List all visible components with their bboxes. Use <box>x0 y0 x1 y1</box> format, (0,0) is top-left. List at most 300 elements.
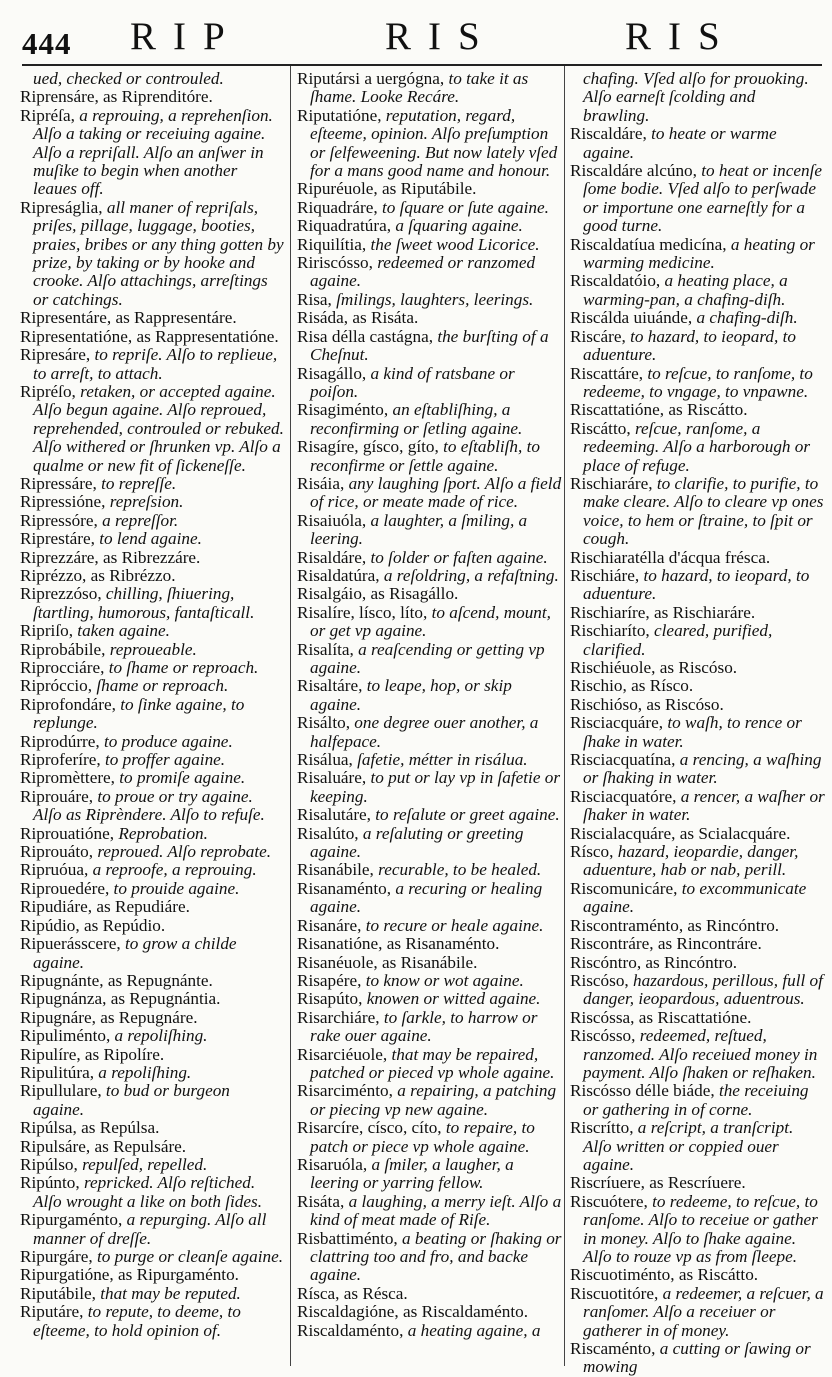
entry-definition: redeemed, reſtued, ranzomed. Alſo receiued money in payment. Alſo ſhaken or reſhaken. <box>583 1026 818 1082</box>
entry-definition: a repairing, a patching or piecing vp new againe. <box>310 1081 557 1119</box>
entry-headword: Riscríuere, as Rescríuere. <box>570 1173 746 1193</box>
dictionary-entry <box>20 567 285 585</box>
dictionary-entry <box>20 935 285 972</box>
entry-definition: retaken, or accepted againe. Alſo begun againe. Alſo reproued, reprehended, controuled or rebuked. Alſo withered or ſhrunken vp. Alſo a qualme or new fit of ſickeneſſe. <box>33 381 284 475</box>
entry-definition: a reprouing, a reprehenſion. Alſo a taking or receiuing againe. Alſo a repriſall. Alſo an anſwer in muſike to begin when another leaues off. <box>33 105 273 199</box>
dictionary-entry <box>20 622 285 640</box>
entry-headword: Ripurgáre, <box>20 1247 93 1266</box>
entry-headword: Riprodúrre, <box>20 731 100 751</box>
running-head-left: RIP <box>130 15 242 58</box>
entry-definition: to aſcend, mount, or get vp againe. <box>310 602 551 641</box>
dictionary-entry <box>570 365 825 402</box>
entry-headword: Ripruóua, <box>20 860 89 880</box>
dictionary-entry <box>297 954 562 972</box>
dictionary-entry <box>20 843 285 861</box>
entry-headword: Riscaldatóio, <box>570 271 661 291</box>
dictionary-entry <box>297 1009 562 1046</box>
dictionary-entry <box>297 401 562 438</box>
dictionary-entry <box>570 1009 825 1027</box>
entry-headword: Rischiaratélla d'ácqua frésca. <box>570 547 771 567</box>
dictionary-entry <box>297 1230 562 1285</box>
dictionary-entry <box>20 751 285 769</box>
entry-headword: Riquadráre, <box>297 197 378 217</box>
entry-headword: Risaluáre, <box>297 768 367 788</box>
entry-headword: Risálto, <box>297 713 350 733</box>
dictionary-entry <box>20 788 285 825</box>
dictionary-entry <box>297 328 562 365</box>
entry-definition: all maner of repriſals, priſes, pillage, luggage, booties, praies, bribes or any thing gotten by prize, by taking or by hooke and crooke. Alſo attachings, arreſtings or catchings. <box>33 197 284 309</box>
dictionary-entry <box>570 70 825 125</box>
dictionary-entry <box>297 107 562 181</box>
dictionary-entry <box>570 401 825 419</box>
entry-headword: Riscaldagióne, as Riscaldaménto. <box>297 1302 529 1322</box>
entry-headword: Riscóntro, as Rincóntro. <box>570 952 738 972</box>
dictionary-entry <box>570 696 825 714</box>
dictionary-entry <box>297 70 562 107</box>
column-divider <box>564 66 565 1366</box>
dictionary-entry <box>297 972 562 990</box>
dictionary-entry <box>20 1064 285 1082</box>
dictionary-entry <box>570 1266 825 1284</box>
entry-headword: Riscontraménto, as Rincóntro. <box>570 915 780 935</box>
dictionary-entry <box>570 788 825 825</box>
dictionary-entry <box>570 1193 825 1267</box>
dictionary-entry <box>297 549 562 567</box>
entry-headword: Riscattatióne, as Riscátto. <box>570 400 748 420</box>
entry-headword: Riputársi a uergógna, <box>297 69 445 88</box>
entry-headword: Ripuréuole, as Riputábile. <box>297 179 477 199</box>
entry-headword: Rischiaríto, <box>570 621 650 641</box>
entry-definition: to promiſe againe. <box>119 768 246 788</box>
entry-definition: repreſsion. <box>109 492 184 512</box>
dictionary-entry <box>20 1119 285 1137</box>
entry-headword: Rischióso, as Riscóso. <box>570 694 724 714</box>
entry-definition: a heating place, a warming-pan, a chafing-diſh. <box>583 271 788 309</box>
entry-definition: to repute, to deeme, to eſteeme, to hold opinion of. <box>33 1302 241 1340</box>
entry-headword: Rischiáre, <box>570 565 640 585</box>
running-header <box>0 0 832 70</box>
entry-headword: Riscontráre, as Rincontráre. <box>570 934 762 954</box>
entry-headword: Riputábile, <box>20 1283 96 1303</box>
entry-definition: to reſcue, to ranſome, to redeeme, to vngage, to vnpawne. <box>583 363 813 401</box>
entry-headword: Risa, <box>297 289 332 309</box>
column-2 <box>297 70 562 1365</box>
entry-headword: Risciacquatóre, <box>570 786 677 806</box>
entry-headword: Ripugnánza, as Repugnántia. <box>20 989 221 1009</box>
entry-headword: Risálua, <box>297 750 353 770</box>
dictionary-entry <box>570 162 825 236</box>
dictionary-entry <box>570 825 825 843</box>
dictionary-entry <box>297 825 562 862</box>
entry-definition: to repreſſe. <box>101 473 177 493</box>
entry-headword: Risanáre, <box>297 915 362 935</box>
entry-headword: Rischiaráre, <box>570 473 653 493</box>
entry-definition: to know or wot againe. <box>365 970 524 990</box>
dictionary-entry <box>297 365 562 402</box>
entry-headword: Riscaldaménto, <box>297 1320 404 1340</box>
entry-headword: Riprezzóso, <box>20 584 102 604</box>
entry-definition: to ſinke againe, to replunge. <box>33 694 245 733</box>
entry-headword: Riscuotiménto, as Riscátto. <box>570 1265 759 1285</box>
entry-headword: Riprézzo, as Ribrézzo. <box>20 565 176 585</box>
dictionary-entry <box>570 549 825 567</box>
dictionary-entry <box>20 1266 285 1284</box>
dictionary-entry <box>20 107 285 199</box>
entry-headword: Risalgáio, as Risagállo. <box>297 584 459 604</box>
dictionary-entry <box>570 1340 825 1377</box>
entry-headword: Ripuerásscere, <box>20 934 121 954</box>
dictionary-entry <box>570 309 825 327</box>
entry-headword: Risáta, <box>297 1191 345 1211</box>
entry-definition: a ſquaring againe. <box>395 216 523 236</box>
dictionary-entry <box>20 825 285 843</box>
dictionary-entry <box>20 1156 285 1174</box>
dictionary-entry <box>297 677 562 714</box>
entry-headword: Ripresentáre, as Rappresentáre. <box>20 308 237 328</box>
dictionary-entry <box>297 1082 562 1119</box>
dictionary-entry <box>297 309 562 327</box>
dictionary-entry <box>20 696 285 733</box>
entry-definition: one degree ouer another, a halfepace. <box>310 713 539 751</box>
dictionary-entry <box>570 475 825 549</box>
entry-headword: Risagállo, <box>297 363 367 383</box>
entry-headword: Ripréſa, <box>20 105 75 125</box>
dictionary-entry <box>570 1082 825 1119</box>
entry-headword: Risalúto, <box>297 823 359 843</box>
entry-headword: Risaiuóla, <box>297 510 367 530</box>
entry-definition: that may be reputed. <box>100 1283 241 1303</box>
entry-headword: Risanatióne, as Risanaménto. <box>297 934 500 954</box>
dictionary-entry <box>20 328 285 346</box>
dictionary-entry <box>297 254 562 291</box>
entry-headword: Risaltáre, <box>297 676 363 696</box>
entry-definition: ſmilings, laughters, leerings. <box>336 289 534 309</box>
page-number: 444 <box>22 26 72 61</box>
entry-headword: Risagiménto, <box>297 400 389 420</box>
dictionary-entry <box>297 806 562 824</box>
entry-definition: knowen or witted againe. <box>366 989 541 1009</box>
dictionary-entry <box>570 328 825 365</box>
entry-definition: to take it as ſhame. Looke Recáre. <box>310 69 529 107</box>
entry-headword: Riprestáre, <box>20 529 95 549</box>
entry-definition: to reſalute or greet againe. <box>375 805 560 825</box>
dictionary-entry <box>20 549 285 567</box>
dictionary-entry <box>570 1119 825 1174</box>
dictionary-entry <box>570 567 825 604</box>
entry-definition: to ſarkle, to harrow or rake ouer againe. <box>310 1007 538 1046</box>
entry-headword: Ripressáre, <box>20 473 97 493</box>
dictionary-entry <box>297 861 562 879</box>
entry-headword: Risagíre, gísco, gíto, <box>297 437 439 457</box>
dictionary-entry <box>20 383 285 475</box>
dictionary-entry <box>570 1285 825 1340</box>
entry-headword: Ripudiáre, as Repudiáre. <box>20 897 190 917</box>
entry-definition: a reſcript, a tranſcript. Alſo written or coppied ouer againe. <box>583 1118 794 1174</box>
entry-headword: Ripriſo, <box>20 621 73 641</box>
entry-headword: Risanábile, <box>297 860 374 880</box>
dictionary-entry <box>570 880 825 917</box>
entry-definition: a heating againe, a <box>407 1320 541 1340</box>
entry-headword: Riscaldatíua medicína, <box>570 234 727 254</box>
entry-definition: a repurging. Alſo all manner of dreſſe. <box>33 1210 267 1248</box>
entry-definition: chafing. Vſed alſo for prouoking. Alſo earneſt ſcolding and brawling. <box>583 69 809 125</box>
entry-headword: Ripulsáre, as Repulsáre. <box>20 1136 187 1156</box>
dictionary-entry <box>570 272 825 309</box>
dictionary-entry <box>570 714 825 751</box>
entry-definition: a cutting or ſawing or mowing <box>583 1339 811 1377</box>
entry-headword: Ripugnánte, as Repugnánte. <box>20 970 213 990</box>
entry-definition: to ſquare or ſute againe. <box>381 197 549 217</box>
entry-headword: Riscaldáre alcúno, <box>570 161 697 181</box>
entry-definition: any laughing ſport. Alſo a field of rice, or meate made of rice. <box>310 473 562 512</box>
entry-definition: Reprobation. <box>118 823 208 843</box>
dictionary-entry <box>570 1027 825 1082</box>
dictionary-entry <box>297 990 562 1008</box>
dictionary-entry <box>570 751 825 788</box>
entry-headword: Ririscósso, <box>297 253 373 273</box>
entry-headword: Riscósso délle biáde, <box>570 1081 715 1101</box>
entry-headword: Rischiaríre, as Rischiaráre. <box>570 602 756 622</box>
entry-definition: a reſoldring, a refaſtning. <box>383 565 559 585</box>
entry-definition: reſcue, ranſome, a redeeming. Alſo a harborough or place of refuge. <box>583 418 811 475</box>
dictionary-entry <box>570 954 825 972</box>
dictionary-entry <box>20 1138 285 1156</box>
entry-definition: the ſweet wood Licorice. <box>370 234 540 254</box>
entry-definition: the receiuing or gathering in of corne. <box>583 1081 809 1119</box>
dictionary-entry <box>570 677 825 695</box>
entry-definition: to prouide againe. <box>113 878 240 898</box>
entry-headword: Riprezzáre, as Ribrezzáre. <box>20 547 201 567</box>
entry-definition: a kind of ratsbane or poiſon. <box>310 363 515 401</box>
dictionary-entry <box>20 585 285 622</box>
dictionary-entry <box>20 898 285 916</box>
entry-definition: that may be repaired, patched or pieced vp whole againe. <box>310 1044 555 1082</box>
entry-headword: Ripurgatióne, as Ripurgaménto. <box>20 1265 239 1285</box>
entry-headword: Riputatióne, <box>297 105 382 125</box>
entry-headword: Risapére, <box>297 970 362 990</box>
entry-definition: to put or lay vp in ſafetie or keeping. <box>310 768 561 806</box>
entry-definition: reproueable. <box>109 639 197 659</box>
dictionary-entry <box>570 917 825 935</box>
entry-definition: a rencing, a waſhing or ſhaking in water. <box>583 750 822 788</box>
dictionary-entry <box>297 769 562 806</box>
dictionary-entry <box>297 1156 562 1193</box>
entry-definition: a repreſſor. <box>102 510 179 530</box>
entry-definition: hazardous, perillous, full of danger, ieopardous, aduentrous. <box>583 970 823 1009</box>
dictionary-entry <box>297 1119 562 1156</box>
entry-headword: Riprouedére, <box>20 878 110 898</box>
dictionary-entry <box>297 751 562 769</box>
entry-headword: Riproferíre, <box>20 750 101 770</box>
entry-headword: Risciacquáre, <box>570 713 664 733</box>
entry-definition: to eſtabliſh, to reconfirme or ſettle againe. <box>310 437 540 475</box>
dictionary-entry <box>20 861 285 879</box>
entry-definition: a laughing, a merry ieſt. Alſo a kind of meat made of Riſe. <box>310 1191 562 1230</box>
entry-headword: Risaldáre, <box>297 547 367 567</box>
entry-definition: to recure or heale againe. <box>365 915 544 935</box>
dictionary-entry <box>297 512 562 549</box>
entry-headword: Ripúdio, as Repúdio. <box>20 915 166 935</box>
entry-headword: Riscóssa, as Riscattatióne. <box>570 1007 752 1027</box>
entry-headword: Riscáre, <box>570 326 626 346</box>
entry-headword: Ripulíre, as Ripolíre. <box>20 1044 165 1064</box>
dictionary-entry <box>297 1322 562 1340</box>
dictionary-entry <box>20 990 285 1008</box>
dictionary-entry <box>297 1046 562 1083</box>
entry-headword: Riscálda uiuánde, <box>570 308 693 328</box>
dictionary-entry <box>20 1174 285 1211</box>
dictionary-entry <box>20 1046 285 1064</box>
dictionary-entry <box>570 125 825 162</box>
entry-headword: Rísca, as Résca. <box>297 1283 408 1303</box>
dictionary-entry <box>20 493 285 511</box>
dictionary-entry <box>297 1193 562 1230</box>
entry-headword: Risapúto, <box>297 989 363 1009</box>
entry-definition: ſafetie, métter in risálua. <box>357 750 528 770</box>
entry-headword: Riscuótere, <box>570 1191 648 1211</box>
dictionary-entry <box>297 567 562 585</box>
entry-definition: to excommunicate againe. <box>583 878 807 917</box>
entry-headword: Risalíre, lísco, líto, <box>297 602 428 622</box>
entry-definition: to heate or warme againe. <box>583 124 777 162</box>
column-divider <box>290 66 291 1366</box>
dictionary-entry <box>20 530 285 548</box>
entry-headword: Ripúlso, <box>20 1154 78 1174</box>
dictionary-entry <box>20 88 285 106</box>
dictionary-entry <box>297 180 562 198</box>
entry-headword: Ripréſo, <box>20 381 76 401</box>
dictionary-entry <box>297 291 562 309</box>
entry-definition: to clarifie, to purifie, to make cleare. Alſo to cleare vp ones voice, to hem or ſtraine, to ſpit or cough. <box>583 473 824 549</box>
running-head-center: RIS <box>385 15 497 58</box>
entry-definition: taken againe. <box>77 621 170 641</box>
entry-headword: Ripurgaménto, <box>20 1210 123 1230</box>
entry-headword: Risa délla castágna, <box>297 326 434 346</box>
entry-headword: Risarchiáre, <box>297 1007 380 1027</box>
header-rule <box>22 64 822 66</box>
dictionary-entry <box>297 217 562 235</box>
entry-headword: Ripressióne, <box>20 492 106 512</box>
dictionary-entry <box>20 659 285 677</box>
dictionary-entry <box>20 917 285 935</box>
entry-headword: Riscátto, <box>570 418 631 438</box>
entry-headword: Riscósso, <box>570 1026 636 1046</box>
dictionary-entry <box>570 1174 825 1192</box>
entry-headword: Ripúlsa, as Repúlsa. <box>20 1118 160 1138</box>
dictionary-entry <box>20 641 285 659</box>
entry-headword: Ripugnáre, as Repugnáre. <box>20 1007 198 1027</box>
entry-headword: Riscrítto, <box>570 1118 634 1138</box>
entry-definition: a recuring or healing againe. <box>310 878 543 917</box>
entry-headword: Risbattiménto, <box>297 1228 398 1248</box>
entry-headword: Ripreságlia, <box>20 197 103 217</box>
entry-definition: to proffer againe. <box>104 750 226 770</box>
entry-definition: ſhame or reproach. <box>96 676 229 696</box>
dictionary-entry <box>297 714 562 751</box>
entry-definition: to bud or burgeon againe. <box>33 1081 230 1119</box>
entry-headword: Risalutáre, <box>297 805 371 825</box>
entry-headword: Risarciéuole, <box>297 1044 388 1064</box>
dictionary-entry <box>20 972 285 990</box>
dictionary-entry <box>20 1285 285 1303</box>
entry-headword: Riscuotitóre, <box>570 1283 659 1303</box>
entry-definition: a laughter, a ſmiling, a leering. <box>310 510 528 549</box>
entry-definition: a repoliſhing. <box>114 1026 208 1046</box>
entry-definition: chilling, ſhiuering, ſtartling, humorous, fantaſticall. <box>33 584 255 622</box>
column-1 <box>20 70 285 1365</box>
dictionary-entry <box>297 641 562 678</box>
entry-headword: Riprouáto, <box>20 842 94 862</box>
entry-headword: Riquilítia, <box>297 234 367 254</box>
dictionary-entry <box>20 880 285 898</box>
column-3 <box>570 69 825 1377</box>
entry-definition: redeemed or ranzomed againe. <box>310 253 536 291</box>
entry-definition: cleared, purified, clarified. <box>583 621 773 659</box>
dictionary-entry <box>297 1303 562 1321</box>
entry-definition: a reaſcending or getting vp againe. <box>310 639 545 677</box>
entry-headword: Risanaménto, <box>297 878 392 898</box>
entry-definition: to hazard, to ieopard, to aduenture. <box>583 565 810 604</box>
entry-definition: to leape, hop, or skip againe. <box>310 676 512 714</box>
dictionary-entry <box>20 677 285 695</box>
entry-headword: Riscóso, <box>570 970 629 990</box>
entry-headword: Ripróccio, <box>20 676 93 696</box>
dictionary-entry <box>570 935 825 953</box>
dictionary-entry <box>297 917 562 935</box>
entry-definition: to heat or incenſe ſome bodie. Vſed alſo to perſwade or importune one earneſtly for a good turne. <box>583 161 823 236</box>
dictionary-entry <box>20 1027 285 1045</box>
entry-headword: Ripullulare, <box>20 1081 102 1101</box>
dictionary-entry <box>570 659 825 677</box>
entry-definition: a heating or warming medicine. <box>583 234 815 273</box>
entry-headword: Risalíta, <box>297 639 354 659</box>
entry-definition: reputation, regard, eſteeme, opinion. Alſo preſumption or ſelfeweening. But now lately vſed for a mans good name and honour. <box>310 105 558 181</box>
entry-headword: Riprocciáre, <box>20 658 105 677</box>
dictionary-entry <box>20 1009 285 1027</box>
dictionary-entry <box>570 604 825 622</box>
entry-headword: Riprouáre, <box>20 786 94 806</box>
dictionary-entry <box>297 475 562 512</box>
entry-definition: to lend againe. <box>99 529 202 549</box>
dictionary-entry <box>570 420 825 475</box>
entry-headword: Ripromèttere, <box>20 768 115 788</box>
entry-definition: a repoliſhing. <box>98 1062 192 1082</box>
entry-headword: Ripresáre, <box>20 345 91 365</box>
dictionary-entry <box>20 733 285 751</box>
entry-headword: Rischio, as Rísco. <box>570 676 694 696</box>
entry-headword: Riprensáre, as Riprenditóre. <box>20 87 213 107</box>
entry-headword: Risanéuole, as Risanábile. <box>297 952 478 972</box>
entry-headword: Riprouatióne, <box>20 823 115 843</box>
entry-definition: a ſmiler, a laugher, a leering or yarring fellow. <box>310 1154 514 1193</box>
entry-headword: Ripulitúra, <box>20 1062 94 1082</box>
dictionary-entry <box>297 1285 562 1303</box>
dictionary-entry <box>570 843 825 880</box>
dictionary-entry <box>570 236 825 273</box>
entry-definition: to redeeme, to reſcue, to ranſome. Alſo to receiue or gather in money. Alſo to ſhake againe. Alſo to rouze vp as from ſleepe. <box>583 1191 818 1266</box>
entry-headword: Riquadratúra, <box>297 216 392 236</box>
entry-definition: to repaire, to patch or piece vp whole againe. <box>310 1118 535 1156</box>
entry-headword: Riscialacquáre, as Scialacquáre. <box>570 823 791 843</box>
dictionary-entry <box>20 309 285 327</box>
entry-headword: Riprobábile, <box>20 639 106 659</box>
dictionary-entry <box>20 1248 285 1266</box>
entry-headword: Rischiéuole, as Riscóso. <box>570 658 738 677</box>
entry-headword: Riscaménto, <box>570 1339 656 1359</box>
entry-definition: to ſhame or reproach. <box>108 658 259 677</box>
dictionary-entry <box>20 346 285 383</box>
entry-headword: Ripuliménto, <box>20 1026 111 1046</box>
